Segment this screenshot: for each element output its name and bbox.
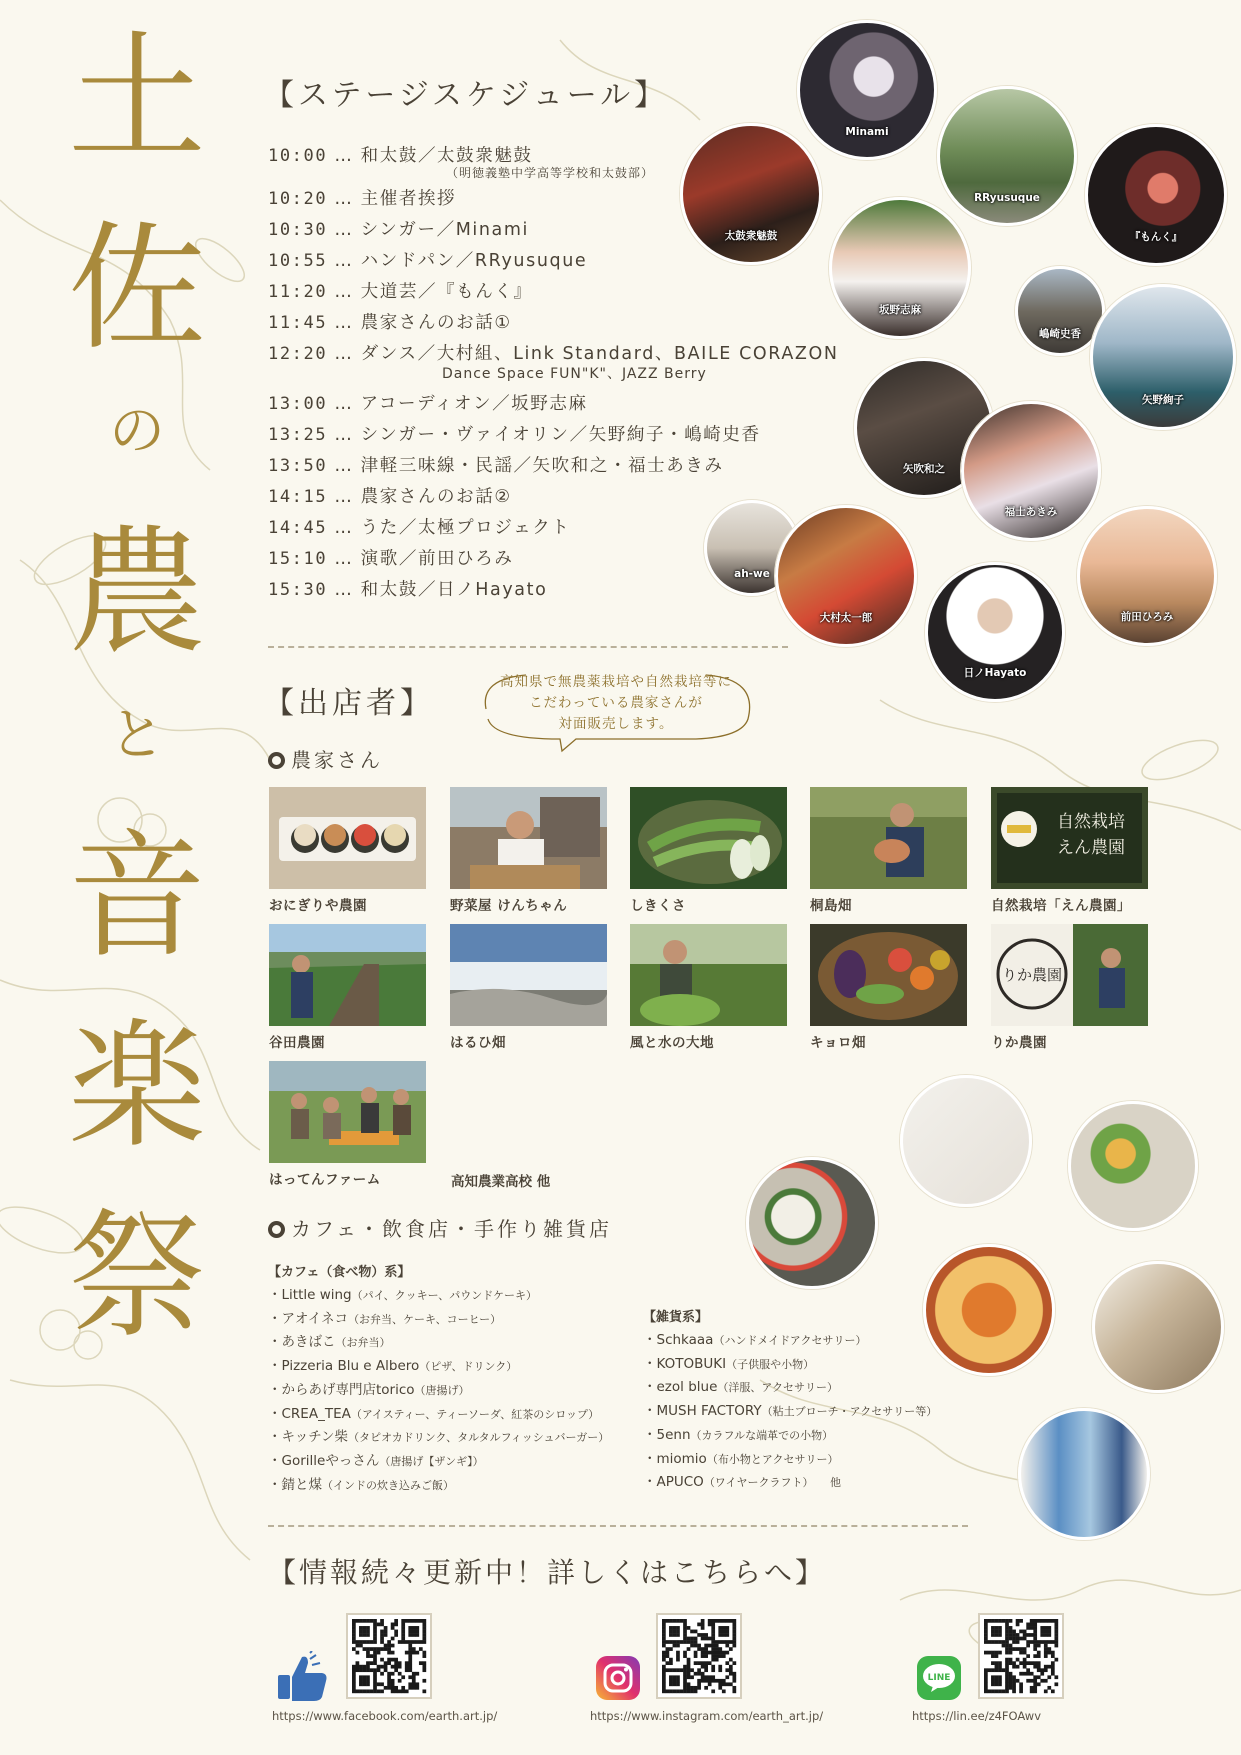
schedule-item: 農家さんのお話② bbox=[360, 487, 512, 507]
schedule-sep: … bbox=[334, 580, 354, 600]
vendors-heading: 【出店者】 bbox=[264, 686, 434, 721]
schedule-sep: … bbox=[334, 394, 354, 414]
onigiri-plate-photo bbox=[746, 1157, 878, 1289]
farm-name: 谷田農園 bbox=[269, 1035, 325, 1051]
vendor-item bbox=[268, 1379, 609, 1403]
vendor-note: （インドの炊き込みご飯） bbox=[322, 1478, 454, 1492]
facebook-url[interactable]: https://www.facebook.com/earth.art.jp/ bbox=[272, 1709, 498, 1723]
schedule-time: 13:25 bbox=[268, 425, 328, 445]
vendor-name: ・あきばこ bbox=[268, 1334, 336, 1351]
schedule-time: 14:15 bbox=[268, 487, 328, 507]
vendor-note: （ワイヤークラフト） 他 bbox=[703, 1476, 841, 1490]
en-farm-sign-line2: えん農園 bbox=[1057, 838, 1125, 858]
vendor-item bbox=[268, 1474, 609, 1498]
facebook-like-icon[interactable] bbox=[274, 1651, 330, 1703]
goods-list-heading: 【雑貨系】 bbox=[643, 1310, 709, 1325]
farm-card bbox=[991, 787, 1148, 914]
title-char: 農 bbox=[67, 512, 206, 673]
farmers-heading-text: 農家さん bbox=[291, 748, 383, 772]
schedule-sep: … bbox=[334, 251, 354, 271]
en-farm-sign-line1: 自然栽培 bbox=[1057, 812, 1125, 832]
performer-photo bbox=[1090, 284, 1236, 430]
schedule-sep: … bbox=[334, 313, 354, 333]
schedule-time: 15:30 bbox=[268, 580, 328, 600]
vendor-item bbox=[643, 1353, 937, 1377]
performer-photo bbox=[829, 197, 971, 339]
vendor-item bbox=[268, 1355, 609, 1379]
schedule-time: 11:45 bbox=[268, 313, 328, 333]
performer-photo bbox=[1085, 124, 1227, 266]
schedule-subtext: Dance Space FUN"K"、JAZZ Berry bbox=[442, 366, 707, 382]
schedule-time: 10:00 bbox=[268, 146, 328, 166]
performer-caption: 『もんく』 bbox=[1129, 230, 1183, 243]
vendor-note: （お弁当、ケーキ、コーヒー） bbox=[348, 1312, 502, 1326]
schedule-item: アコーディオン／坂野志麻 bbox=[360, 394, 588, 414]
schedule-sep: … bbox=[334, 518, 354, 538]
performer-caption: 前田ひろみ bbox=[1120, 611, 1174, 624]
schedule-time: 15:10 bbox=[268, 549, 328, 569]
farm-name: 桐島畑 bbox=[810, 898, 852, 914]
schedule-sep: … bbox=[334, 282, 354, 302]
performer-caption: 日ノHayato bbox=[963, 667, 1027, 680]
info-heading: 【情報続々更新中！詳しくはこちらへ】 bbox=[268, 1556, 827, 1589]
farm-card bbox=[630, 924, 787, 1051]
cafe-heading-text: カフェ・飲食店・手作り雑貨店 bbox=[291, 1217, 612, 1241]
field-photo bbox=[269, 924, 426, 1026]
schedule-item: 農家さんのお話① bbox=[360, 313, 512, 333]
vendor-item bbox=[268, 1426, 609, 1450]
farm-name: 自然栽培「えん農園」 bbox=[991, 898, 1131, 914]
bullet-circle-icon bbox=[268, 1221, 285, 1238]
schedule-time: 13:50 bbox=[268, 456, 328, 476]
vendor-name: ・ezol blue bbox=[643, 1379, 718, 1396]
food-list-heading: 【カフェ（食べ物）系】 bbox=[268, 1265, 411, 1280]
schedule-item: うた／太極プロジェクト bbox=[360, 518, 571, 538]
bubble-text bbox=[466, 672, 766, 735]
schedule-sep: … bbox=[334, 189, 354, 209]
title-char: 土 bbox=[67, 18, 206, 179]
food-vendor-list bbox=[268, 1261, 609, 1497]
onigiri-photo bbox=[269, 787, 426, 889]
facebook-qr-code[interactable] bbox=[346, 1613, 432, 1699]
bento-photo bbox=[1068, 1101, 1198, 1231]
schedule-item: ダンス／大村組、Link Standard、BAILE CORAZON bbox=[360, 344, 839, 364]
instagram-qr-code[interactable] bbox=[656, 1613, 742, 1699]
vendor-note: （カラフルな端革での小物） bbox=[690, 1428, 834, 1442]
cafe-heading bbox=[268, 1213, 612, 1242]
title-char: 佐 bbox=[67, 208, 206, 369]
farm-card bbox=[450, 924, 607, 1051]
crafts-photo bbox=[1092, 1261, 1224, 1393]
vendor-name: ・からあげ専門店torico bbox=[268, 1381, 415, 1398]
vendor-item bbox=[643, 1329, 937, 1353]
farmer-vegetables-photo bbox=[630, 924, 787, 1026]
performer-caption: 坂野志麻 bbox=[879, 303, 921, 316]
farm-card bbox=[810, 924, 967, 1051]
schedule-sep: … bbox=[334, 220, 354, 240]
schedule-time: 13:00 bbox=[268, 394, 328, 414]
farm-card bbox=[269, 924, 426, 1051]
vendor-item bbox=[643, 1448, 937, 1472]
farm-name: 野菜屋 けんちゃん bbox=[450, 898, 568, 914]
vendor-name: ・アオイネコ bbox=[268, 1310, 349, 1327]
group-photo bbox=[269, 1061, 426, 1163]
schedule-row bbox=[268, 308, 828, 339]
vendor-note: （ハンドメイドアクセサリー） bbox=[713, 1334, 867, 1347]
schedule-item: シンガー／Minami bbox=[360, 220, 529, 240]
bubble-line: こだわっている農家さんが bbox=[529, 695, 703, 711]
line-url[interactable]: https://lin.ee/z4FOAwv bbox=[912, 1709, 1042, 1723]
vendor-note: （ピザ、ドリンク） bbox=[419, 1360, 518, 1374]
vendor-note: （布小物とアクセサリー） bbox=[706, 1452, 839, 1466]
vendor-name: ・KOTOBUKI bbox=[643, 1355, 727, 1372]
schedule-time: 14:45 bbox=[268, 518, 328, 538]
vendor-name: ・miomio bbox=[643, 1450, 707, 1467]
cucumber-photo bbox=[630, 787, 787, 889]
performer-photo bbox=[1077, 506, 1217, 646]
vendor-item bbox=[268, 1308, 609, 1332]
farm-name: 風と水の大地 bbox=[630, 1035, 714, 1051]
performer-photo bbox=[925, 562, 1065, 702]
instagram-url[interactable]: https://www.instagram.com/earth_art.jp/ bbox=[590, 1709, 824, 1723]
sea-of-clouds-photo bbox=[450, 924, 607, 1026]
vendor-item bbox=[643, 1400, 937, 1424]
vendor-item bbox=[643, 1471, 937, 1495]
bubble-line: 高知県で無農薬栽培や自然栽培等に bbox=[500, 674, 732, 690]
vendor-name: ・MUSH FACTORY bbox=[643, 1403, 762, 1420]
schedule-item: 津軽三味線・民謡／矢吹和之・福士あきみ bbox=[360, 456, 724, 476]
vegetable-basket-photo bbox=[810, 924, 967, 1026]
line-qr-code[interactable] bbox=[978, 1613, 1064, 1699]
vendor-name: ・APUCO bbox=[643, 1474, 704, 1491]
schedule-sep: … bbox=[334, 344, 354, 364]
vendor-note: （洋服、アクセサリー） bbox=[717, 1381, 839, 1395]
vendor-name: ・5enn bbox=[643, 1426, 691, 1443]
farm-name: りか農園 bbox=[991, 1035, 1047, 1051]
en-farm-sign bbox=[991, 787, 1148, 889]
farm-card bbox=[991, 924, 1148, 1051]
performer-caption: 嶋崎史香 bbox=[1039, 328, 1081, 341]
schedule-time: 10:55 bbox=[268, 251, 328, 271]
vendor-name: ・キッチン柴 bbox=[268, 1429, 349, 1446]
vendor-name: ・錆と煤 bbox=[268, 1476, 322, 1493]
rika-sign-text: りか農園 bbox=[1001, 966, 1063, 984]
farm-card bbox=[810, 787, 967, 914]
farm-card bbox=[450, 787, 607, 914]
vendor-item bbox=[268, 1450, 609, 1474]
farm-name: おにぎりや農園 bbox=[269, 898, 367, 914]
schedule-item: 和太鼓／太鼓衆魅鼓 bbox=[360, 146, 533, 166]
schedule-time: 10:20 bbox=[268, 189, 328, 209]
farm-card bbox=[630, 787, 787, 914]
bubble-line: 対面販売します。 bbox=[558, 716, 674, 732]
schedule-subtext: （明徳義塾中学高等学校和太鼓部） bbox=[446, 166, 655, 180]
farm-name: はってんファーム bbox=[269, 1172, 381, 1188]
accessory-photo bbox=[900, 1075, 1032, 1207]
schedule-sep: … bbox=[334, 146, 354, 166]
performer-caption: Minami bbox=[845, 126, 889, 139]
line-icon[interactable] bbox=[915, 1654, 963, 1702]
bullet-circle-icon bbox=[268, 752, 285, 769]
performer-photo bbox=[961, 401, 1101, 541]
farm-name: キョロ畑 bbox=[810, 1035, 866, 1051]
vendor-name: ・Little wing bbox=[268, 1287, 352, 1303]
schedule-time: 11:20 bbox=[268, 282, 328, 302]
stage-schedule-heading: 【ステージスケジュール】 bbox=[264, 78, 669, 113]
schedule-item: ハンドパン／RRyusuque bbox=[360, 251, 588, 271]
vendor-note: （子供服や小物） bbox=[726, 1357, 815, 1371]
title-char: 祭 bbox=[67, 1196, 206, 1357]
festival-title bbox=[62, 18, 212, 1398]
performer-caption: 矢野絢子 bbox=[1142, 394, 1184, 407]
schedule-item: シンガー・ヴァイオリン／矢野絢子・嶋崎史香 bbox=[360, 425, 761, 445]
instagram-icon[interactable] bbox=[594, 1654, 642, 1702]
vendor-name: ・Schkaaa bbox=[643, 1332, 714, 1348]
farmer-field-photo bbox=[810, 787, 967, 889]
performer-caption: 大村太一郎 bbox=[819, 611, 873, 624]
farm-name: はるひ畑 bbox=[450, 1035, 506, 1051]
vendor-note: （お弁当） bbox=[335, 1336, 391, 1350]
vendor-item bbox=[268, 1403, 609, 1427]
performer-photo bbox=[775, 505, 917, 647]
schedule-item: 和太鼓／日ノHayato bbox=[360, 580, 548, 600]
schedule-time: 12:20 bbox=[268, 344, 328, 364]
farmer-photo bbox=[450, 787, 607, 889]
schedule-row bbox=[268, 389, 828, 420]
performer-caption: 矢吹和之 bbox=[903, 463, 945, 476]
section-divider bbox=[268, 1525, 968, 1527]
farmers-heading bbox=[268, 744, 383, 773]
vendor-name: ・CREA_TEA bbox=[268, 1405, 351, 1422]
title-char: 楽 bbox=[67, 1006, 206, 1167]
vendor-note: （タピオカドリンク、タルタルフィッシュバーガー） bbox=[348, 1431, 610, 1445]
vendor-name: ・Gorilleやっさん bbox=[268, 1452, 380, 1469]
section-divider bbox=[268, 646, 788, 648]
vendor-note: （粘土ブローチ・アクセサリー等） bbox=[761, 1405, 938, 1419]
performer-photo bbox=[680, 123, 822, 265]
farm-card bbox=[269, 1061, 426, 1188]
performer-caption: RRyusuque bbox=[974, 192, 1040, 205]
performer-caption: ah-we bbox=[734, 568, 770, 581]
farm-name: しきくさ bbox=[630, 898, 686, 914]
vendor-note: （パイ、クッキー、パウンドケーキ） bbox=[351, 1289, 537, 1302]
title-char: と bbox=[109, 703, 165, 768]
rika-farm-photo bbox=[991, 924, 1148, 1026]
schedule-item: 主催者挨拶 bbox=[360, 189, 457, 209]
vendor-note: （唐揚げ【ザンギ】） bbox=[379, 1454, 484, 1468]
performer-photo bbox=[797, 20, 937, 160]
schedule-sep: … bbox=[334, 549, 354, 569]
clothing-photo bbox=[1018, 1408, 1150, 1540]
schedule-sep: … bbox=[334, 487, 354, 507]
goods-vendor-list bbox=[643, 1306, 937, 1495]
vendor-item bbox=[268, 1331, 609, 1355]
line-icon-text: LINE bbox=[927, 1673, 951, 1683]
performer-photo bbox=[937, 86, 1077, 226]
schedule-row bbox=[268, 420, 828, 451]
vendor-name: ・Pizzeria Blu e Albero bbox=[268, 1358, 420, 1375]
schedule-sep: … bbox=[334, 425, 354, 445]
farm-extra: 高知農業高校 他 bbox=[451, 1174, 551, 1190]
vendor-item bbox=[643, 1376, 937, 1400]
farm-card bbox=[269, 787, 426, 914]
schedule-sep: … bbox=[334, 456, 354, 476]
vendor-note: （アイスティー、ティーソーダ、紅茶のシロップ） bbox=[350, 1407, 600, 1421]
pizza-photo bbox=[923, 1244, 1055, 1376]
schedule-item: 演歌／前田ひろみ bbox=[360, 549, 514, 569]
vendor-item bbox=[643, 1424, 937, 1448]
schedule-row bbox=[268, 277, 828, 308]
schedule-row bbox=[268, 451, 828, 482]
title-char: 音 bbox=[67, 816, 206, 977]
vendor-item bbox=[268, 1284, 609, 1308]
title-char: の bbox=[109, 399, 165, 464]
schedule-item: 大道芸／『もんく』 bbox=[360, 282, 533, 302]
vendor-note: （唐揚げ） bbox=[414, 1383, 470, 1397]
schedule-time: 10:30 bbox=[268, 220, 328, 240]
performer-caption: 太鼓衆魅鼓 bbox=[724, 229, 778, 242]
performer-caption: 福士あきみ bbox=[1004, 506, 1058, 519]
